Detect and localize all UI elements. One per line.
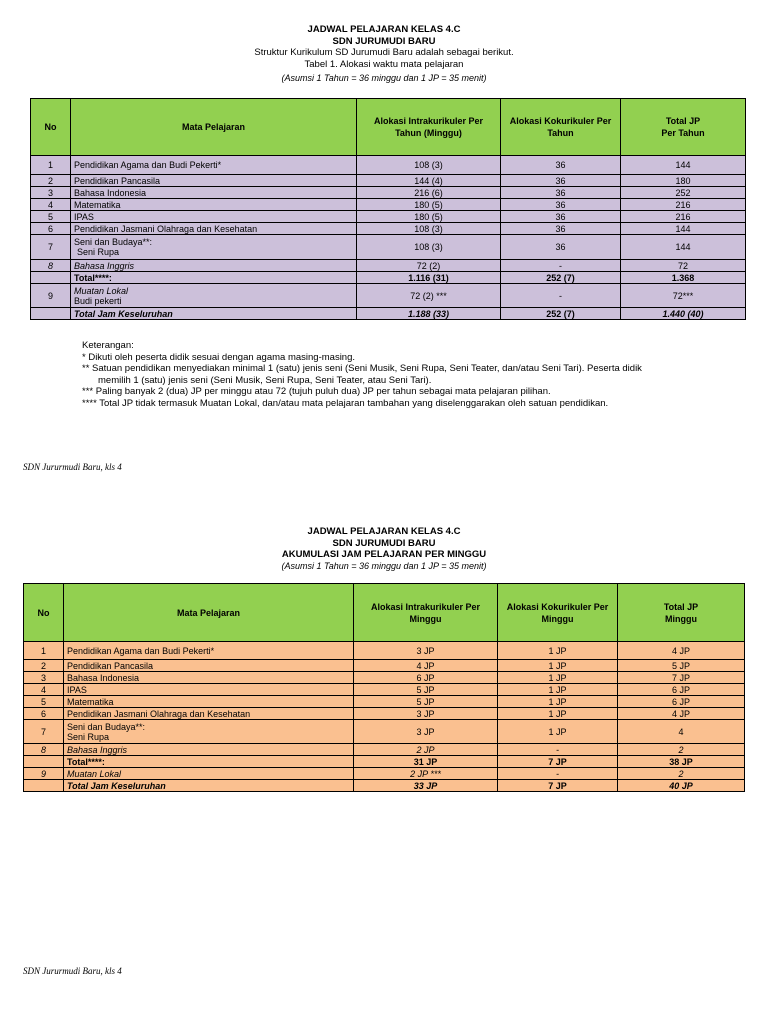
table-row: 1 Pendidikan Agama dan Budi Pekerti* 3 JP 1 JP 4 JP — [24, 642, 745, 660]
table-row-grand-total: Total Jam Keseluruhan 1.188 (33) 252 (7) 1.440 (40) — [31, 308, 746, 320]
section2-header — [0, 526, 768, 572]
section2-school: SDN JURUMUDI BARU — [332, 537, 436, 549]
table-row: 8 Bahasa Inggris 2 JP - 2 — [24, 744, 745, 756]
table-row-grand-total: Total Jam Keseluruhan 33 JP 7 JP 40 JP — [24, 780, 745, 792]
table-row: 7 Seni dan Budaya**: Seni Rupa 3 JP 1 JP 4 — [24, 720, 745, 744]
table-row: 4 Matematika 180 (5) 36 216 — [31, 199, 746, 211]
table-row: 8 Bahasa Inggris 72 (2) - 72 — [31, 260, 746, 272]
table-header-row — [24, 584, 745, 642]
table-row: 9 Muatan Lokal Budi pekerti 72 (2) *** - 72*** — [31, 284, 746, 308]
table-row: 4 IPAS 5 JP 1 JP 6 JP — [24, 684, 745, 696]
table-row: 3 Bahasa Indonesia 216 (6) 36 252 — [31, 187, 746, 199]
header-intra: Alokasi Intrakurikuler Per Tahun (Minggu) — [357, 99, 501, 156]
note-4: **** Total JP tidak termasuk Muatan Lokal, dan/atau mata pelajaran tambahan yang diselenggarakan oleh satuan pendidikan. — [82, 397, 609, 409]
header-no: No — [31, 99, 71, 156]
section1-school: SDN JURUMUDI BARU — [332, 35, 436, 47]
table-row: 5 IPAS 180 (5) 36 216 — [31, 211, 746, 223]
table-row: 5 Matematika 5 JP 1 JP 6 JP — [24, 696, 745, 708]
table-row: 2 Pendidikan Pancasila 4 JP 1 JP 5 JP — [24, 660, 745, 672]
table-row: 3 Bahasa Indonesia 6 JP 1 JP 7 JP — [24, 672, 745, 684]
note-2-cont: memilih 1 (satu) jenis seni (Seni Musik, Seni Rupa, Seni Teater, atau Seni Tari). — [98, 374, 432, 386]
section1-assumption: (Asumsi 1 Tahun = 36 minggu dan 1 JP = 35 menit) — [281, 73, 487, 83]
footer-2: SDN Jururmudi Baru, kls 4 — [23, 966, 122, 976]
header-no: No — [24, 584, 64, 642]
header-ko: Alokasi Kokurikuler Per Minggu — [498, 584, 618, 642]
header-ko: Alokasi Kokurikuler Per Tahun — [501, 99, 621, 156]
section1-title: JADWAL PELAJARAN KELAS 4.C — [307, 24, 461, 35]
note-1: * Dikuti oleh peserta didik sesuai dengan agama masing-masing. — [82, 351, 356, 363]
section1-table-caption: Tabel 1. Alokasi waktu mata pelajaran — [304, 58, 464, 70]
table-row: 2 Pendidikan Pancasila 144 (4) 36 180 — [31, 175, 746, 187]
header-intra: Alokasi Intrakurikuler Per Minggu — [354, 584, 498, 642]
table-row-total: Total****: 1.116 (31) 252 (7) 1.368 — [31, 272, 746, 284]
section2-title: JADWAL PELAJARAN KELAS 4.C — [307, 526, 461, 537]
footer-1: SDN Jururmudi Baru, kls 4 — [23, 462, 122, 472]
weekly-allocation-table — [23, 583, 745, 792]
table-row: 6 Pendidikan Jasmani Olahraga dan Kesehatan 108 (3) 36 144 — [31, 223, 746, 235]
annual-allocation-table — [30, 98, 746, 320]
table-row: 7 Seni dan Budaya**: Seni Rupa 108 (3) 36 144 — [31, 235, 746, 260]
header-subject: Mata Pelajaran — [64, 584, 354, 642]
header-total: Total JP Minggu — [618, 584, 745, 642]
section1-header — [0, 24, 768, 85]
note-3: *** Paling banyak 2 (dua) JP per minggu atau 72 (tujuh puluh dua) JP per tahun sebagai mata pelajaran pilihan. — [82, 386, 551, 398]
table-row: 9 Muatan Lokal 2 JP *** - 2 — [24, 768, 745, 780]
note-2: ** Satuan pendidikan menyediakan minimal 1 (satu) jenis seni (Seni Musik, Seni Rupa, Seni Teater, dan/atau Seni Tari). Peserta didik — [82, 363, 642, 375]
header-subject: Mata Pelajaran — [71, 99, 357, 156]
section2-assumption: (Asumsi 1 Tahun = 36 minggu dan 1 JP = 35 menit) — [281, 560, 487, 571]
table-row: 1 Pendidikan Agama dan Budi Pekerti* 108 (3) 36 144 — [31, 156, 746, 175]
header-total: Total JP Per Tahun — [621, 99, 746, 156]
notes — [82, 340, 762, 410]
section2-subtitle: AKUMULASI JAM PELAJARAN PER MINGGU — [281, 549, 487, 560]
table-row: 6 Pendidikan Jasmani Olahraga dan Kesehatan 3 JP 1 JP 4 JP — [24, 708, 745, 720]
section1-subtitle: Struktur Kurikulum SD Jurumudi Baru adalah sebagai berikut. — [254, 47, 514, 58]
notes-heading: Keterangan: — [82, 340, 134, 351]
table-row-total: Total****: 31 JP 7 JP 38 JP — [24, 756, 745, 768]
table-header-row — [31, 99, 746, 156]
